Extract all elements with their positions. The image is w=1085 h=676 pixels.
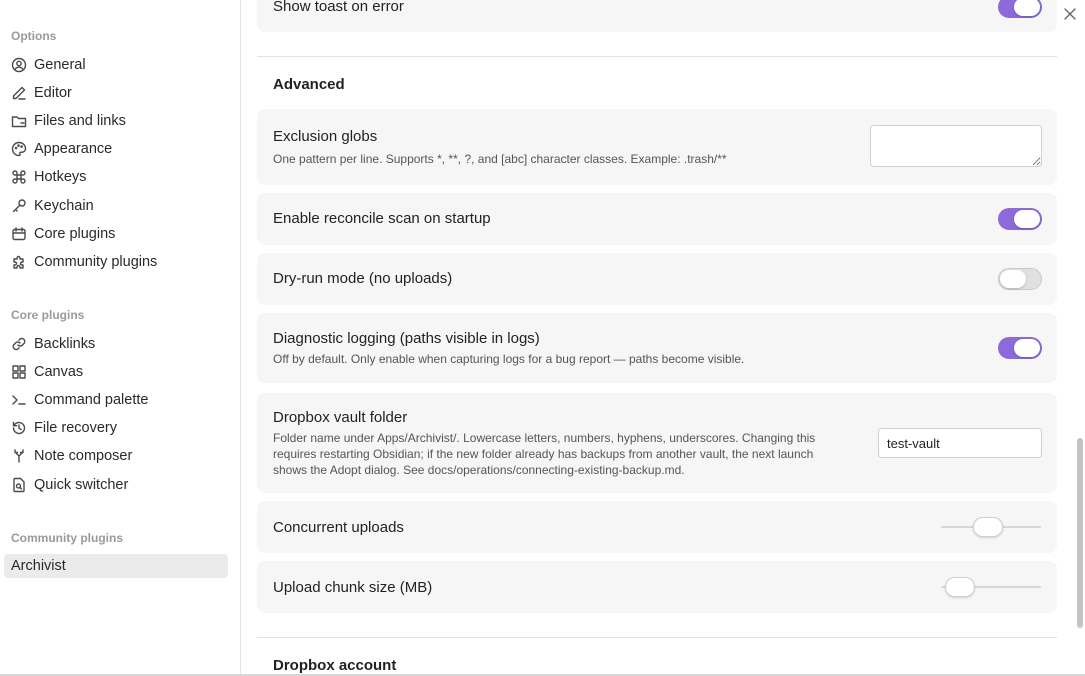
setting-exclusion-globs bbox=[257, 109, 1057, 185]
grid-icon bbox=[11, 364, 27, 380]
sidebar-item-label: File recovery bbox=[34, 420, 117, 436]
setting-concurrent-uploads bbox=[257, 501, 1057, 553]
setting-diagnostic-logging bbox=[257, 313, 1057, 383]
sidebar-item-label: Keychain bbox=[34, 198, 94, 214]
sidebar-item-label: Core plugins bbox=[34, 226, 116, 242]
sidebar-item-editor[interactable] bbox=[4, 81, 228, 105]
sidebar-item-label: Appearance bbox=[34, 141, 113, 157]
sidebar-item-canvas[interactable] bbox=[4, 360, 228, 384]
setting-title: Show toast on error bbox=[273, 0, 404, 15]
setting-upload-chunk-size bbox=[257, 561, 1057, 613]
setting-title: Concurrent uploads bbox=[273, 519, 404, 536]
setting-description-line-1: Folder name under Apps/Archivist/. Lowercase letters, numbers, hyphens, underscores. Changing this bbox=[273, 431, 816, 445]
scrollbar-thumb[interactable] bbox=[1077, 438, 1083, 628]
close-icon[interactable] bbox=[1062, 6, 1078, 22]
sidebar-item-file-recovery[interactable] bbox=[4, 416, 228, 440]
advanced-heading: Advanced bbox=[273, 76, 345, 93]
community-plugins-section-label: Community plugins bbox=[11, 531, 123, 545]
sidebar-item-label: Quick switcher bbox=[34, 477, 129, 493]
section-divider bbox=[257, 637, 1057, 638]
sidebar-item-keychain[interactable] bbox=[4, 194, 228, 218]
link-icon bbox=[11, 336, 27, 352]
options-section-label: Options bbox=[11, 29, 57, 43]
core-plugins-section-label: Core plugins bbox=[11, 308, 85, 322]
sidebar-item-label: Archivist bbox=[11, 558, 66, 574]
sidebar-item-label: Community plugins bbox=[34, 254, 158, 270]
setting-title: Upload chunk size (MB) bbox=[273, 579, 433, 596]
sidebar-item-label: Command palette bbox=[34, 392, 149, 408]
setting-toast-on-error bbox=[257, 0, 1057, 32]
pencil-icon bbox=[11, 85, 27, 101]
upload-chunk-size-slider[interactable] bbox=[941, 577, 1041, 597]
setting-title: Diagnostic logging (paths visible in logs) bbox=[273, 330, 540, 347]
sidebar-item-general[interactable] bbox=[4, 53, 228, 77]
sidebar-item-appearance[interactable] bbox=[4, 137, 228, 161]
user-circle-icon bbox=[11, 57, 27, 73]
sidebar-item-label: Backlinks bbox=[34, 336, 96, 352]
setting-description: Off by default. Only enable when capturing logs for a bug report — paths become visible. bbox=[273, 352, 745, 366]
terminal-icon bbox=[11, 392, 27, 408]
sidebar-item-archivist[interactable] bbox=[4, 554, 228, 578]
merge-icon bbox=[11, 448, 27, 464]
exclusion-globs-textarea[interactable] bbox=[870, 125, 1042, 167]
sidebar-item-backlinks[interactable] bbox=[4, 332, 228, 356]
concurrent-uploads-slider[interactable] bbox=[941, 517, 1041, 537]
diagnostic-logging-toggle[interactable] bbox=[998, 337, 1042, 359]
history-icon bbox=[11, 420, 27, 436]
setting-title: Dropbox vault folder bbox=[273, 409, 408, 426]
vault-folder-input[interactable] bbox=[878, 428, 1042, 458]
slider-thumb[interactable] bbox=[973, 517, 1003, 537]
sidebar-item-label: Hotkeys bbox=[34, 169, 87, 185]
setting-title: Enable reconcile scan on startup bbox=[273, 210, 491, 227]
dry-run-toggle[interactable] bbox=[998, 268, 1042, 290]
setting-description-line-3: shows the Adopt dialog. See docs/operations/connecting-existing-backup.md. bbox=[273, 463, 685, 477]
sidebar-item-core-plugins[interactable] bbox=[4, 222, 228, 246]
settings-content bbox=[241, 0, 1085, 676]
setting-title: Dry-run mode (no uploads) bbox=[273, 270, 453, 287]
command-icon bbox=[11, 169, 27, 185]
sidebar-item-files-and-links[interactable] bbox=[4, 109, 228, 133]
sidebar-item-label: Note composer bbox=[34, 448, 133, 464]
folder-icon bbox=[11, 113, 27, 129]
key-icon bbox=[11, 198, 27, 214]
slider-thumb[interactable] bbox=[945, 577, 975, 597]
setting-reconcile-scan bbox=[257, 193, 1057, 245]
sidebar-item-label: Files and links bbox=[34, 113, 126, 129]
sidebar-item-hotkeys[interactable] bbox=[4, 165, 228, 189]
palette-icon bbox=[11, 141, 27, 157]
puzzle-icon bbox=[11, 254, 27, 270]
sidebar-item-community-plugins[interactable] bbox=[4, 250, 228, 274]
calendar-box-icon bbox=[11, 226, 27, 242]
sidebar-item-command-palette[interactable] bbox=[4, 388, 228, 412]
dropbox-account-heading: Dropbox account bbox=[273, 657, 397, 674]
setting-description-line-2: requires restarting Obsidian; if the new folder already has backups from another vault, the next launch bbox=[273, 447, 814, 461]
sidebar-item-label: General bbox=[34, 57, 86, 73]
setting-dry-run-mode bbox=[257, 253, 1057, 305]
toast-on-error-toggle[interactable] bbox=[998, 0, 1042, 18]
section-divider bbox=[257, 56, 1057, 57]
reconcile-scan-toggle[interactable] bbox=[998, 208, 1042, 230]
sidebar-item-quick-switcher[interactable] bbox=[4, 473, 228, 497]
sidebar-item-label: Canvas bbox=[34, 364, 84, 380]
settings-sidebar bbox=[0, 0, 241, 676]
setting-title: Exclusion globs bbox=[273, 128, 378, 145]
sidebar-item-note-composer[interactable] bbox=[4, 444, 228, 468]
file-search-icon bbox=[11, 477, 27, 493]
sidebar-item-label: Editor bbox=[34, 85, 72, 101]
setting-description: One pattern per line. Supports *, **, ?, and [abc] character classes. Example: .trash/** bbox=[273, 152, 727, 166]
setting-dropbox-vault-folder bbox=[257, 393, 1057, 493]
